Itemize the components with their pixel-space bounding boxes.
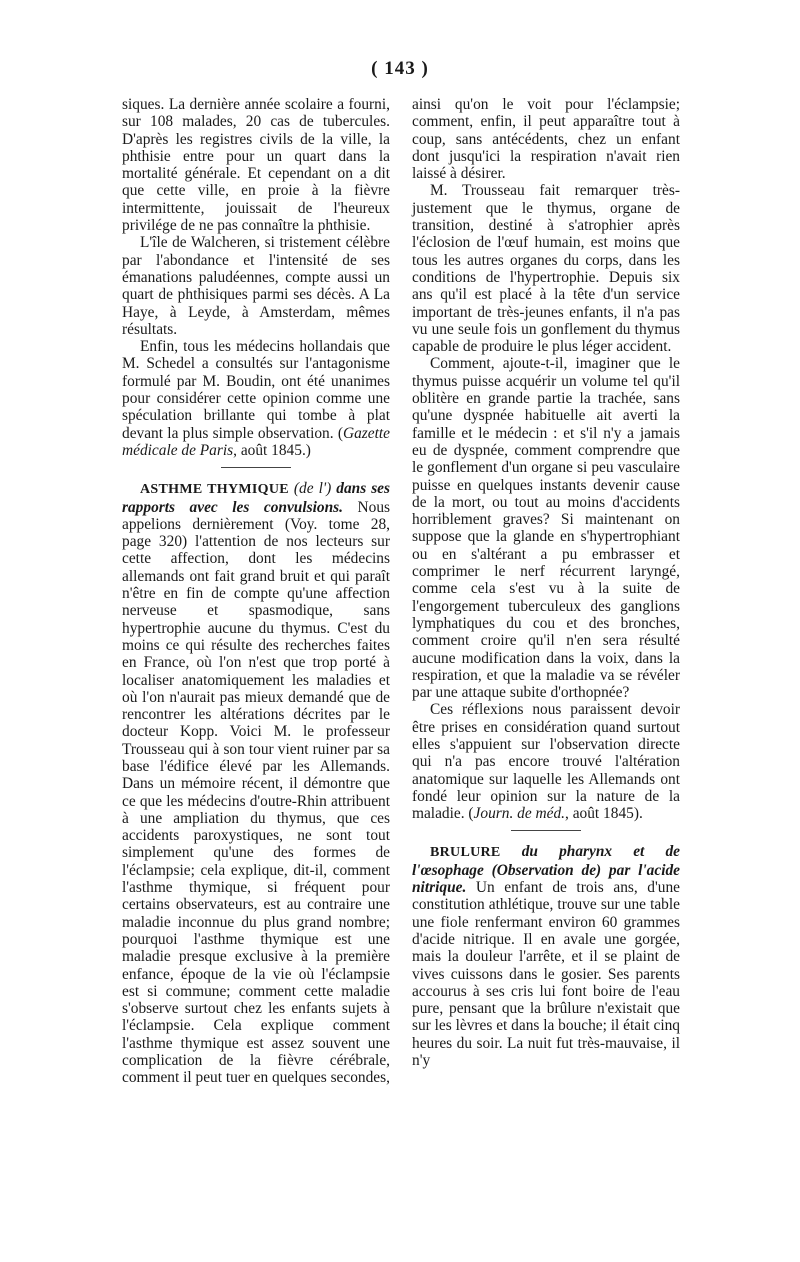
paragraph-thymus-question: Comment, ajoute-t-il, imaginer que le thymus puisse acquérir un volume tel qu'il oblitère en grande partie la trachée, sans qu'une dyspnée habituelle ait averti la famille et le médecin : et s'il n'y a jamais eu de dyspnée, comment comprendre que le gonflement d'un organe si peu vasculaire puisse en quelques instants devenir cause de la mort, ou tout au moins d'accidents horriblement graves? Si maintenant on suppose que la glande en s'hypertrophiant ou en s'altérant a pu embrasser et comprimer le nerf récurrent laryngé, comme cela s'est vu à la suite de l'engorgement tuberculeux des ganglions lymphatiques du cou et des bronches, comment croire qu'il n'en sera résulté aucune modification dans la voix, dans la respiration, et que la maladie va se révéler par une attaque subite d'orthopnée? (412, 355, 680, 702)
article-heading-article: (de l') (288, 480, 332, 498)
reflexions-text: Ces réflexions nous paraissent devoir être prises en considération quand surtout elles s'appuient sur l'observation directe qui n'a pas encore trouvé l'altération anatomique sur laquelle les Allemands ont fondé leur opinion sur la nature de la maladie. ( (412, 701, 680, 823)
left-column (122, 96, 390, 1087)
paragraph-trousseau: M. Trousseau fait remarquer très-justement que le thymus, organe de transition, destiné à s'atrophier après l'éclosion de l'œuf humain, est moins que tous les autres organes du corps, dans les conditions de l'hypertrophie. Depuis six ans qu'il est placé à la tête d'un service important de très-jeunes enfants, il n'a pas vu une seule fois un gonflement du thymus capable de produire le plus léger accident. (412, 182, 680, 356)
paragraph-phthisie-stats: siques. La dernière année scolaire a fourni, sur 108 malades, 20 cas de tubercules. D'après les registres civils de la ville, la phthisie entre pour un quart dans la mortalité générale. Et cependant on a dit que cette ville, en proie à la fièvre intermittente, jouissait de l'heureux privilége de ne pas connaître la phthisie. (122, 96, 390, 235)
paragraph-eclampsie: ainsi qu'on le voit pour l'éclampsie; comment, enfin, il peut apparaître tout à coup, sans antécédents, chez un enfant dont jusqu'ici la respiration n'avait rien laissé à désirer. (412, 96, 680, 183)
source-citation: Gazette médicale de Paris (122, 424, 390, 459)
source-date-journ: , août 1845). (565, 805, 643, 823)
conclusion-text: Enfin, tous les médecins hollandais que M. Schedel a consultés sur l'antagonisme formulé par M. Boudin, ont été unanimes pour considérer cette opinion comme une spéculation brillante qui tombe à plat devant la plus simple observation. ( (122, 338, 390, 442)
article-subheading: dans ses rapports avec les convulsions. (122, 480, 391, 516)
section-divider-right (511, 830, 581, 831)
section-divider (221, 467, 291, 468)
article-body: Nous appelions dernièrement (Voy. tome 28, page 320) l'attention de nos lecteurs sur cette affection, dont les médecins allemands ont fait grand bruit et qui paraît n'être en fin de compte qu'une affection nerveuse et spasmodique, sans hypertrophie aucune du thymus. C'est du moins ce qui résulte des recherches faites en France, où l'on n'est que trop porté à localiser anatomiquement les maladies et où l'on n'aurait pas mieux demandé que de rencontrer les altérations décrites par le docteur Kopp. Voici M. le professeur Trousseau qui à son tour vient ruiner par sa base l'édifice élevé par les Allemands. Dans un mémoire récent, il démontre que ce que les médecins d'outre-Rhin attribuent à une ampliation du thymus, que ces accidents paroxystiques, ne sont tout simplement qu'une des formes de l'éclampsie; cela explique, dit-il, comment l'asthme thymique, si fréquent pour certains observateurs, est au contraire une maladie inconnue du plus grand nombre; pourquoi l'asthme thymique est une maladie presque exclusive à la première enfance, époque de la vie où l'éclampsie est si commune; comment cette maladie s'observe surtout chez les enfants sujets à l'éclampsie. Cela explique comment l'asthme thymique est assez souvent une complication de la fièvre cérébrale, comment il peut tuer en quelques secondes, (122, 498, 390, 1087)
source-date: , août 1845.) (233, 441, 311, 459)
paragraph-reflexions (412, 701, 680, 822)
article-subheading-brulure: du pharynx et de l'œsophage (Observation de) par l'acide nitrique. (412, 843, 680, 897)
right-column (412, 96, 680, 1069)
paragraph-conclusion (122, 338, 390, 459)
article-heading: ASTHME THYMIQUE (140, 482, 289, 498)
article-brulure (412, 843, 680, 1069)
article-asthme-thymique (122, 480, 390, 1086)
article-heading-brulure: BRULURE (430, 845, 501, 861)
page-number: ( 143 ) (371, 58, 429, 79)
source-citation-journ: Journ. de méd. (473, 805, 566, 823)
paragraph-walcheren: L'île de Walcheren, si tristement célèbre par l'abondance et l'intensité de ses émanations paludéennes, compte aussi un quart de phthisiques parmi ses décès. A La Haye, à Leyde, à Amsterdam, mêmes résultats. (122, 234, 390, 338)
article-body-brulure: Un enfant de trois ans, d'une constitution athlétique, trouve sur une table une fiole renfermant environ 60 grammes d'acide nitrique. Il en avale une gorgée, mais la douleur l'arrête, et il se plaint de vives cuissons dans le gosier. Ses parents accourus à ses cris lui font boire de l'eau pure, pensant que la brûlure n'existait que sur les lèvres et dans la bouche; il était cinq heures du soir. La nuit fut très-mauvaise, il n'y (412, 879, 680, 1070)
